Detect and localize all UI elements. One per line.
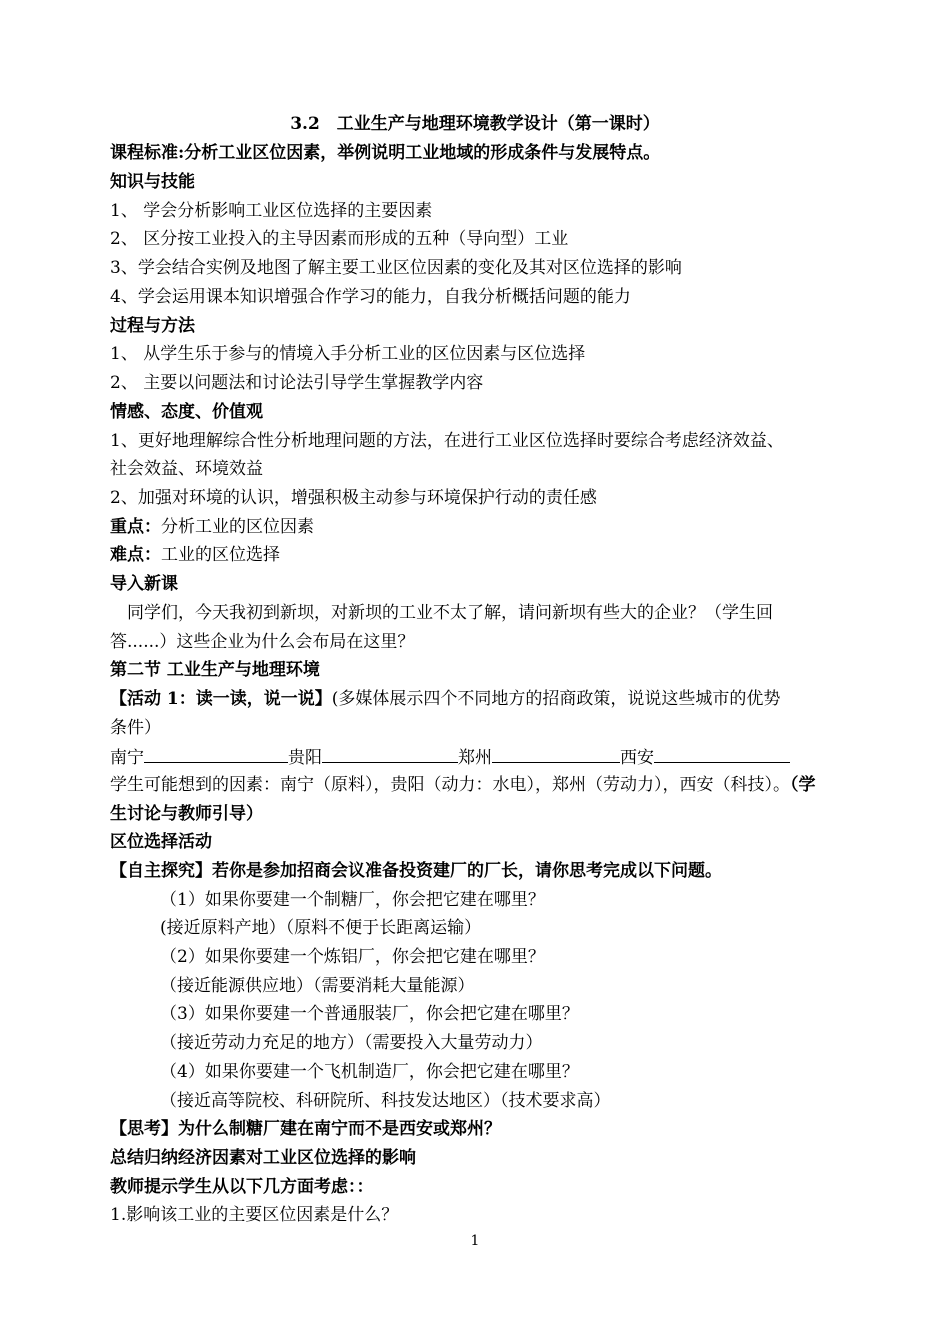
activity1-label: 【活动 1：读一读，说一说】 — [110, 689, 332, 709]
activity1-answer-cont: 生讨论与教师引导） — [110, 804, 263, 824]
qa-line: （1）如果你要建一个制糖厂，你会把它建在哪里？ — [160, 890, 545, 910]
document-title: 3.2 工业生产与地理环境教学设计（第一课时） — [290, 114, 660, 134]
difficulty — [110, 544, 850, 566]
process-heading: 过程与方法 — [110, 316, 195, 336]
activity1-text-cont: 条件） — [110, 718, 161, 738]
emotion-heading: 情感、态度、价值观 — [110, 402, 263, 422]
knowledge-item: 3、学会结合实例及地图了解主要工业区位因素的变化及其对区位选择的影响 — [110, 258, 682, 278]
activity1-text: (多媒体展示四个不同地方的招商政策，说说这些城市的优势 — [331, 689, 781, 709]
self-explore: 【自主探究】若你是参加招商会议准备投资建厂的厂长，请你思考完成以下问题。 — [110, 861, 722, 881]
activity1 — [110, 688, 850, 710]
qa-line: （接近劳动力充足的地方）（需要投入大量劳动力） — [160, 1033, 543, 1053]
intro-text: 同学们，今天我初到新坝，对新坝的工业不太了解，请问新坝有些大的企业？（学生回 — [110, 603, 773, 623]
city-blank[interactable] — [654, 745, 790, 763]
city-blank[interactable] — [492, 745, 620, 763]
city-blanks — [110, 745, 850, 769]
intro-text: 答......）这些企业为什么会布局在这里？ — [110, 632, 415, 652]
emotion-item: 2、加强对环境的认识，增强积极主动参与环境保护行动的责任感 — [110, 488, 597, 508]
page-number: 1 — [470, 1233, 480, 1249]
city-label: 郑州 — [458, 748, 492, 768]
knowledge-item: 1、 学会分析影响工业区位选择的主要因素 — [110, 201, 433, 221]
intro-heading: 导入新课 — [110, 574, 178, 594]
answer-text: 学生可能想到的因素：南宁（原料），贵阳（动力：水电），郑州（劳动力），西安（科技）。 — [110, 775, 790, 795]
activity1-answer — [110, 774, 850, 796]
qa-line: （2）如果你要建一个炼铝厂，你会把它建在哪里？ — [160, 947, 545, 967]
location-activity-heading: 区位选择活动 — [110, 832, 212, 852]
key-point — [110, 516, 850, 538]
process-item: 2、 主要以问题法和讨论法引导学生掌握教学内容 — [110, 373, 484, 393]
knowledge-item: 4、学会运用课本知识增强合作学习的能力，自我分析概括问题的能力 — [110, 287, 631, 307]
difficulty-label: 难点： — [110, 545, 161, 565]
city-blank[interactable] — [322, 745, 458, 763]
knowledge-heading: 知识与技能 — [110, 172, 195, 192]
city-label: 南宁 — [110, 748, 144, 768]
qa-line: （4）如果你要建一个飞机制造厂，你会把它建在哪里？ — [160, 1062, 579, 1082]
course-standard: 课程标准:分析工业区位因素，举例说明工业地域的形成条件与发展特点。 — [110, 143, 661, 163]
qa-line: （接近能源供应地）（需要消耗大量能源） — [160, 976, 475, 996]
key-point-label: 重点： — [110, 517, 161, 537]
question-1: 1.影响该工业的主要区位因素是什么？ — [110, 1205, 399, 1225]
process-item: 1、 从学生乐于参与的情境入手分析工业的区位因素与区位选择 — [110, 344, 586, 364]
key-point-text: 分析工业的区位因素 — [161, 517, 314, 537]
section-title: 第二节 工业生产与地理环境 — [110, 660, 320, 680]
emotion-item: 社会效益、环境效益 — [110, 459, 263, 479]
city-label: 西安 — [620, 748, 654, 768]
knowledge-item: 2、 区分按工业投入的主导因素而形成的五种（导向型）工业 — [110, 229, 569, 249]
qa-line: (接近原料产地）（原料不便于长距离运输） — [160, 918, 482, 938]
think-prompt: 【思考】为什么制糖厂建在南宁而不是西安或郑州？ — [110, 1119, 501, 1139]
qa-line: （3）如果你要建一个普通服装厂，你会把它建在哪里？ — [160, 1004, 579, 1024]
city-label: 贵阳 — [288, 748, 322, 768]
answer-bold: （学 — [790, 775, 816, 795]
difficulty-text: 工业的区位选择 — [161, 545, 280, 565]
qa-line: （接近高等院校、科研院所、科技发达地区）（技术要求高） — [160, 1091, 611, 1111]
summary-heading: 总结归纳经济因素对工业区位选择的影响 — [110, 1148, 416, 1168]
emotion-item: 1、更好地理解综合性分析地理问题的方法，在进行工业区位选择时要综合考虑经济效益、 — [110, 431, 784, 451]
city-blank[interactable] — [144, 745, 288, 763]
teacher-hint: 教师提示学生从以下几方面考虑：： — [110, 1177, 374, 1197]
